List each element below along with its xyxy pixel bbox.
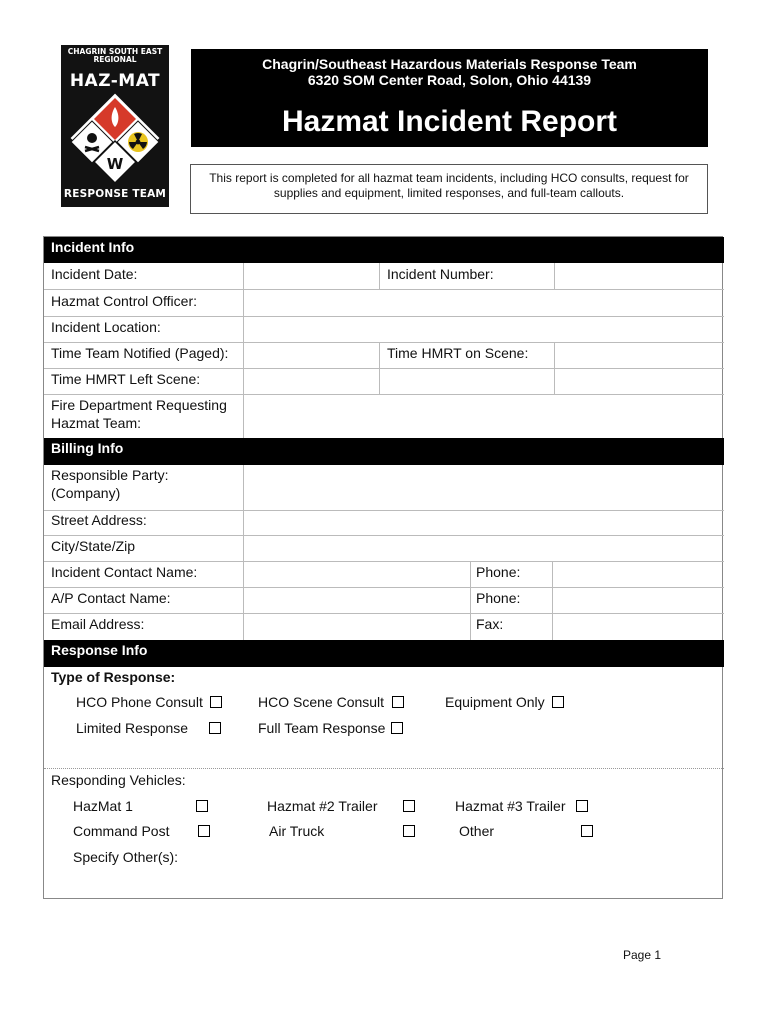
hazmat-3-trailer-checkbox[interactable] — [576, 800, 588, 812]
hazmat-2-trailer-checkbox[interactable] — [403, 800, 415, 812]
type-of-response-label: Type of Response: — [51, 669, 176, 685]
section-incident-info: Incident Info — [44, 237, 724, 263]
equipment-only-label: Equipment Only — [445, 694, 545, 710]
section-response-info: Response Info — [44, 640, 724, 667]
incident-date-field[interactable] — [244, 263, 379, 289]
page-title: Hazmat Incident Report — [281, 105, 618, 138]
other-vehicle-label: Other — [459, 823, 495, 839]
air-truck-label: Air Truck — [269, 823, 325, 839]
specify-other-label: Specify Other(s): — [73, 849, 179, 865]
city-state-zip-field[interactable] — [244, 535, 724, 561]
other-vehicle-checkbox[interactable] — [581, 825, 593, 837]
equipment-only-checkbox[interactable] — [552, 696, 564, 708]
hazmat-control-officer-field[interactable] — [244, 289, 724, 316]
incident-location-label: Incident Location: — [51, 319, 161, 335]
incident-contact-name-field[interactable] — [244, 561, 470, 587]
fire-department-field[interactable] — [244, 394, 724, 438]
ap-contact-phone-label: Phone: — [476, 590, 521, 606]
hco-phone-consult-checkbox[interactable] — [210, 696, 222, 708]
hazmat-1-label: HazMat 1 — [73, 798, 133, 814]
full-team-response-label: Full Team Response — [258, 720, 386, 736]
org-name: Chagrin/Southeast Hazardous Materials Response Team — [262, 56, 637, 72]
command-post-label: Command Post — [73, 823, 170, 839]
hazmat-2-trailer-label: Hazmat #2 Trailer — [267, 798, 378, 814]
time-notified-field[interactable] — [244, 342, 379, 368]
responding-vehicles-label: Responding Vehicles: — [51, 772, 186, 788]
time-on-scene-field[interactable] — [554, 342, 724, 368]
city-state-zip-label: City/State/Zip — [51, 538, 136, 554]
street-address-field[interactable] — [244, 510, 724, 535]
time-left-scene-extra-field-2[interactable] — [554, 368, 724, 394]
hazard-diamond-icon — [61, 93, 169, 189]
logo-main-text: HAZ-MAT — [69, 71, 161, 91]
logo-top-text: CHAGRIN SOUTH EAST REGIONAL — [67, 47, 163, 64]
ap-contact-name-field[interactable] — [244, 587, 470, 613]
full-team-response-checkbox[interactable] — [391, 722, 403, 734]
report-description: This report is completed for all hazmat team incidents, including HCO consults, request for supplies and equipment, limited responses, and full-team callouts. — [190, 164, 708, 214]
responsible-party-label: Responsible Party: (Company) — [51, 467, 169, 501]
time-notified-label: Time Team Notified (Paged): — [51, 345, 229, 361]
limited-response-label: Limited Response — [76, 720, 189, 736]
diamond-letter: W — [106, 155, 124, 173]
hco-phone-consult-label: HCO Phone Consult — [76, 694, 203, 710]
email-address-field[interactable] — [244, 613, 470, 640]
ap-contact-name-label: A/P Contact Name: — [51, 590, 171, 606]
incident-contact-phone-field[interactable] — [553, 561, 724, 587]
fax-label: Fax: — [476, 616, 504, 632]
incident-number-field[interactable] — [554, 263, 724, 289]
specify-other-field[interactable] — [204, 846, 714, 886]
report-header — [191, 49, 708, 147]
hazmat-control-officer-label: Hazmat Control Officer: — [51, 293, 198, 309]
time-left-scene-field[interactable] — [244, 368, 379, 394]
team-logo — [61, 45, 169, 207]
street-address-label: Street Address: — [51, 512, 147, 528]
air-truck-checkbox[interactable] — [403, 825, 415, 837]
limited-response-checkbox[interactable] — [209, 722, 221, 734]
time-left-scene-extra-field[interactable] — [379, 368, 554, 394]
responsible-party-field[interactable] — [244, 465, 724, 510]
hazmat-3-trailer-label: Hazmat #3 Trailer — [455, 798, 566, 814]
ap-contact-phone-field[interactable] — [553, 587, 724, 613]
fire-department-label: Fire Department Requesting Hazmat Team: — [51, 397, 227, 431]
org-address: 6320 SOM Center Road, Solon, Ohio 44139 — [307, 72, 592, 88]
logo-bottom-text: RESPONSE TEAM — [63, 188, 167, 200]
incident-date-label: Incident Date: — [51, 266, 138, 282]
page-number: Page 1 — [623, 948, 662, 962]
hco-scene-consult-checkbox[interactable] — [392, 696, 404, 708]
hazmat-1-checkbox[interactable] — [196, 800, 208, 812]
incident-report-form — [43, 236, 723, 899]
email-address-label: Email Address: — [51, 616, 145, 632]
section-billing-info: Billing Info — [44, 438, 724, 465]
hco-scene-consult-label: HCO Scene Consult — [258, 694, 385, 710]
incident-contact-name-label: Incident Contact Name: — [51, 564, 198, 580]
incident-location-field[interactable] — [244, 316, 724, 342]
incident-contact-phone-label: Phone: — [476, 564, 521, 580]
incident-number-label: Incident Number: — [387, 266, 494, 282]
fax-field[interactable] — [553, 613, 724, 640]
command-post-checkbox[interactable] — [198, 825, 210, 837]
time-left-scene-label: Time HMRT Left Scene: — [51, 371, 201, 387]
time-on-scene-label: Time HMRT on Scene: — [387, 345, 529, 361]
